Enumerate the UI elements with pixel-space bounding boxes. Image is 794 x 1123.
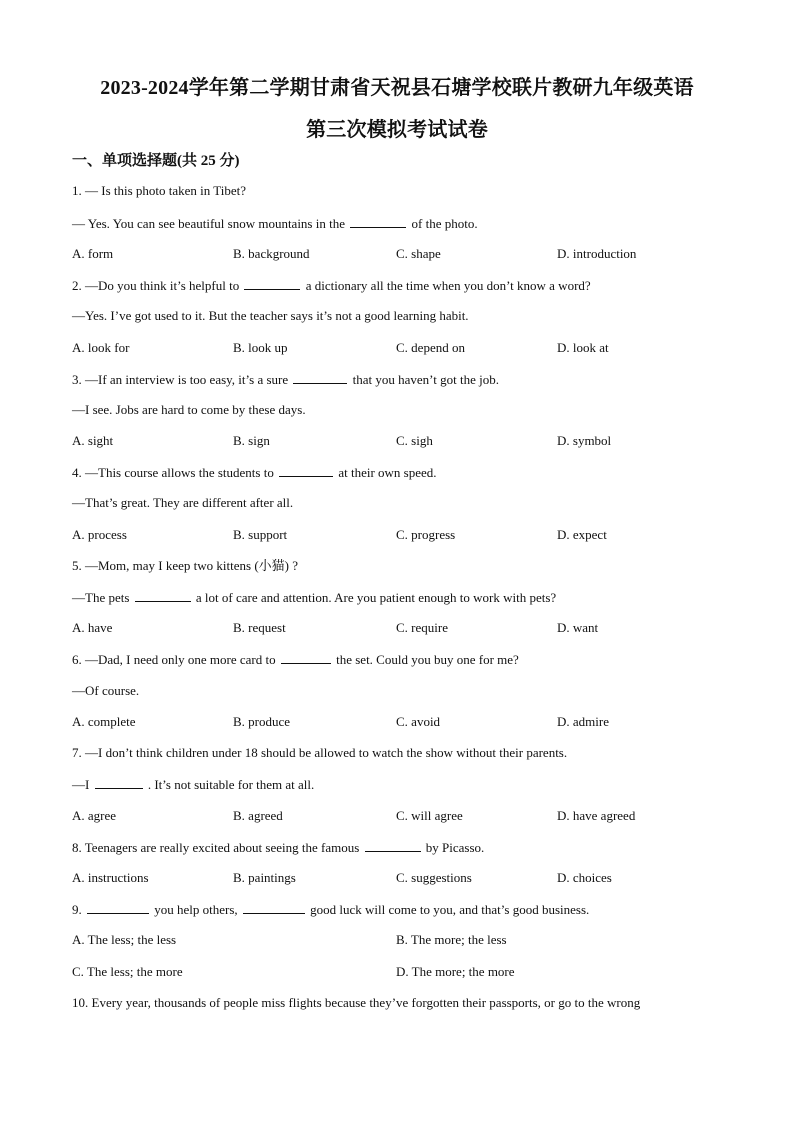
question-3-option-c: C. sigh xyxy=(396,433,433,448)
question-text: —That’s great. They are different after all. xyxy=(72,495,294,510)
question-3-option-a: A. sight xyxy=(72,433,114,448)
question-8-option-a: A. instructions xyxy=(72,870,149,885)
answer-blank xyxy=(279,464,333,477)
question-text: of the photo. xyxy=(411,216,478,231)
question-text: good luck will come to you, and that’s good business. xyxy=(310,902,590,917)
question-text: 2. —Do you think it’s helpful to xyxy=(72,278,240,293)
question-4-option-c: C. progress xyxy=(396,527,456,542)
question-2-option-a: A. look for xyxy=(72,340,130,355)
answer-blank xyxy=(350,215,406,228)
question-3-line-2 xyxy=(72,402,306,418)
question-8-line-1 xyxy=(72,839,484,856)
question-6-line-2 xyxy=(72,683,139,699)
question-5-line-1 xyxy=(72,558,298,574)
question-1-line-1 xyxy=(72,183,246,199)
answer-blank xyxy=(243,901,305,914)
question-5-option-d: D. want xyxy=(557,620,599,635)
question-text: —I see. Jobs are hard to come by these days. xyxy=(72,402,306,417)
question-7-option-a: A. agree xyxy=(72,808,117,823)
question-9-option-a: A. The less; the less xyxy=(72,932,177,947)
question-8-option-b: B. paintings xyxy=(233,870,296,885)
question-6-option-a: A. complete xyxy=(72,714,136,729)
question-4-line-2 xyxy=(72,495,293,511)
answer-blank xyxy=(281,651,331,664)
question-7-option-b: B. agreed xyxy=(233,808,283,823)
answer-blank xyxy=(244,277,300,290)
question-7-option-c: C. will agree xyxy=(396,808,463,823)
question-2-line-2 xyxy=(72,308,469,324)
question-3-line-1 xyxy=(72,371,499,388)
question-text: —I xyxy=(72,777,90,792)
question-9-line-1 xyxy=(72,901,589,918)
question-2-line-1 xyxy=(72,277,591,294)
question-text: 1. — Is this photo taken in Tibet? xyxy=(72,183,247,198)
question-text: by Picasso. xyxy=(425,840,485,855)
question-6-option-b: B. produce xyxy=(233,714,291,729)
question-text: you help others, xyxy=(154,902,238,917)
question-1-option-d: D. introduction xyxy=(557,246,637,261)
question-1-option-c: C. shape xyxy=(396,246,441,261)
question-text: a lot of care and attention. Are you patient enough to work with pets? xyxy=(195,590,557,605)
question-text: 5. —Mom, may I keep two kittens (小猫) ? xyxy=(72,558,299,573)
question-text: the set. Could you buy one for me? xyxy=(336,652,519,667)
question-4-option-a: A. process xyxy=(72,527,127,542)
question-6-line-1 xyxy=(72,651,519,668)
question-text: —Yes. I’ve got used to it. But the teacher says it’s not a good learning habit. xyxy=(72,308,469,323)
answer-blank xyxy=(135,589,191,602)
exam-title-line-2: 第三次模拟考试试卷 xyxy=(306,119,488,141)
question-7-line-1 xyxy=(72,745,567,761)
question-4-line-1 xyxy=(72,464,437,481)
question-10-line-1: 10. Every year, thousands of people miss flights because they’ve forgotten their passports, or go to the wrong xyxy=(72,995,641,1010)
question-4-option-d: D. expect xyxy=(557,527,607,542)
question-7-line-2 xyxy=(72,776,314,793)
question-5-option-c: C. require xyxy=(396,620,448,635)
question-text: 3. —If an interview is too easy, it’s a sure xyxy=(72,372,289,387)
question-text: that you haven’t got the job. xyxy=(352,372,499,387)
question-text: —The pets xyxy=(72,590,130,605)
question-text: —Of course. xyxy=(72,683,140,698)
question-5-option-b: B. request xyxy=(233,620,286,635)
question-7-option-d: D. have agreed xyxy=(557,808,636,823)
question-5-option-a: A. have xyxy=(72,620,113,635)
question-5-line-2 xyxy=(72,589,556,606)
question-text: 6. —Dad, I need only one more card to xyxy=(72,652,276,667)
question-9-option-c: C. The less; the more xyxy=(72,964,183,979)
question-text: 8. Teenagers are really excited about seeing the famous xyxy=(72,840,360,855)
exam-title-line-1: 2023-2024学年第二学期甘肃省天祝县石塘学校联片教研九年级英语 xyxy=(100,77,694,99)
question-6-option-d: D. admire xyxy=(557,714,609,729)
section-heading: 一、单项选择题(共 25 分) xyxy=(72,153,240,169)
question-4-option-b: B. support xyxy=(233,527,288,542)
question-1-option-a: A. form xyxy=(72,246,114,261)
answer-blank xyxy=(293,371,347,384)
question-2-option-b: B. look up xyxy=(233,340,288,355)
question-2-option-c: C. depend on xyxy=(396,340,465,355)
answer-blank xyxy=(87,901,149,914)
question-text: a dictionary all the time when you don’t know a word? xyxy=(305,278,591,293)
question-3-option-b: B. sign xyxy=(233,433,270,448)
question-text: at their own speed. xyxy=(338,465,437,480)
question-text: 7. —I don’t think children under 18 should be allowed to watch the show without their parents. xyxy=(72,745,568,760)
question-2-option-d: D. look at xyxy=(557,340,609,355)
question-9-option-b: B. The more; the less xyxy=(396,932,507,947)
question-1-line-2 xyxy=(72,215,478,232)
question-text: 4. —This course allows the students to xyxy=(72,465,274,480)
question-6-option-c: C. avoid xyxy=(396,714,441,729)
question-8-option-c: C. suggestions xyxy=(396,870,472,885)
question-text: 9. xyxy=(72,902,82,917)
question-text: . It’s not suitable for them at all. xyxy=(147,777,315,792)
question-3-option-d: D. symbol xyxy=(557,433,612,448)
question-1-option-b: B. background xyxy=(233,246,310,261)
question-8-option-d: D. choices xyxy=(557,870,612,885)
question-text: — Yes. You can see beautiful snow mountains in the xyxy=(72,216,345,231)
question-9-option-d: D. The more; the more xyxy=(396,964,515,979)
answer-blank xyxy=(95,776,143,789)
answer-blank xyxy=(365,839,421,852)
